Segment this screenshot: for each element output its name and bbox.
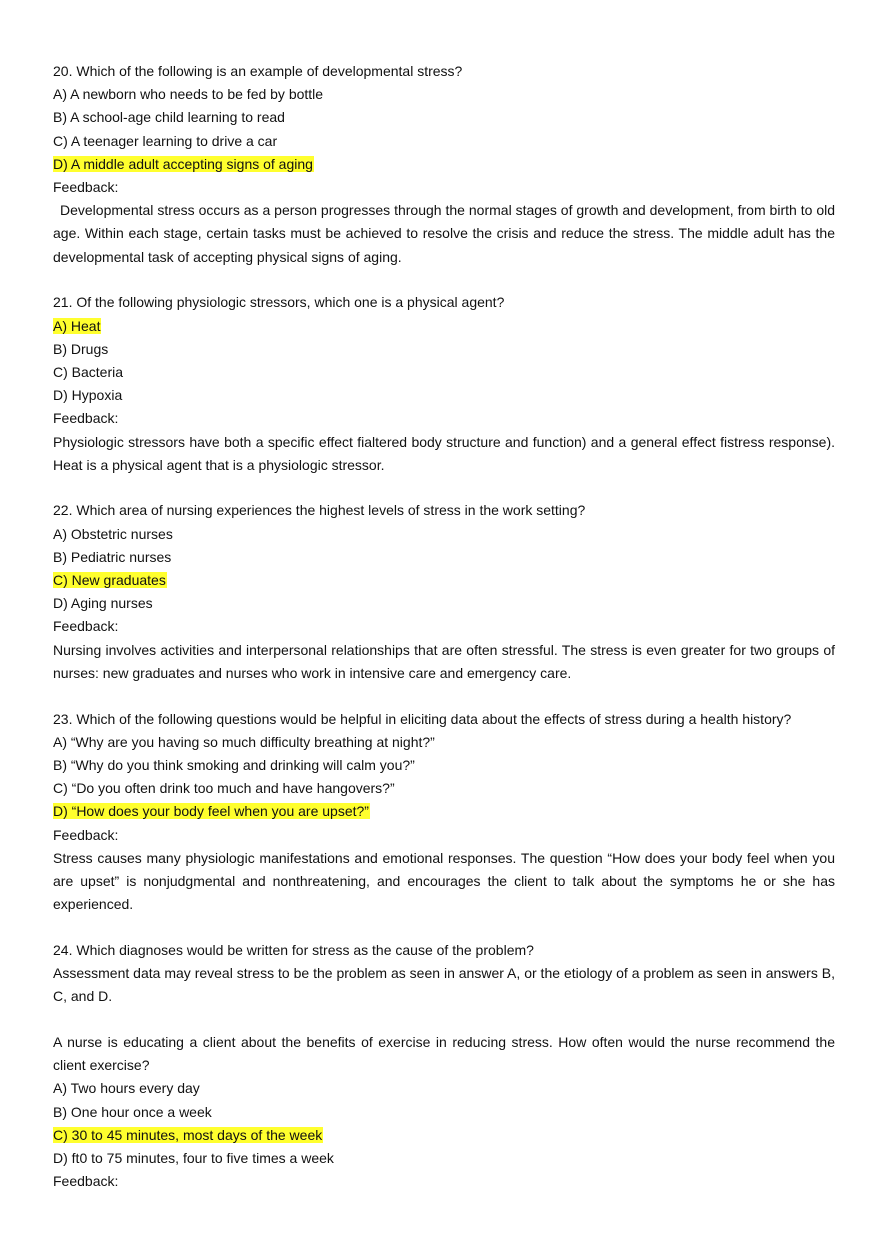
option-c: C) “Do you often drink too much and have hangovers?” (53, 780, 395, 797)
document-page (53, 60, 835, 1193)
option-b: B) A school-age child learning to read (53, 109, 285, 126)
option-c-correct-highlight: C) 30 to 45 minutes, most days of the week (53, 1126, 323, 1143)
feedback-text: Developmental stress occurs as a person progresses through the normal stages of growth and development, from birth to old age. Within each stage, certain tasks must be achieved to resolve the crisis and reduce the stress. The middle adult has the developmental task of accepting physical signs of aging. (53, 202, 835, 265)
option-b: B) One hour once a week (53, 1103, 212, 1120)
question-exercise-block (53, 1031, 835, 1193)
option-a: A) A newborn who needs to be fed by bottle (53, 86, 324, 103)
option-c: C) A teenager learning to drive a car (53, 132, 278, 149)
feedback-text: Nursing involves activities and interpersonal relationships that are often stressful. The stress is even greater for two groups of nurses: new graduates and nurses who work in intensive care and emergency care. (53, 641, 835, 681)
question-text: A nurse is educating a client about the benefits of exercise in reducing stress. How often would the nurse recommend the client exercise? (53, 1034, 835, 1074)
option-a: A) Two hours every day (53, 1080, 200, 1097)
option-a: A) “Why are you having so much difficulty breathing at night?” (53, 733, 435, 750)
option-d-correct-highlight: D) A middle adult accepting signs of aging (53, 155, 313, 172)
question-24-block (53, 939, 835, 1009)
option-d: D) Aging nurses (53, 595, 153, 612)
option-d: D) Hypoxia (53, 387, 123, 404)
feedback-label: Feedback: (53, 826, 119, 843)
feedback-label: Feedback: (53, 1173, 119, 1190)
question-text: 22. Which area of nursing experiences the highest levels of stress in the work setting? (53, 502, 586, 519)
feedback-label: Feedback: (53, 618, 119, 635)
question-text: 20. Which of the following is an example of developmental stress? (53, 63, 463, 79)
option-b: B) Pediatric nurses (53, 548, 172, 565)
question-text: 24. Which diagnoses would be written for stress as the cause of the problem? (53, 941, 534, 958)
option-d: D) ft0 to 75 minutes, four to five times a week (53, 1150, 334, 1167)
question-23-block (53, 708, 835, 917)
option-b: B) Drugs (53, 340, 109, 357)
question-21-block (53, 291, 835, 477)
feedback-label: Feedback: (53, 179, 119, 196)
question-text: 21. Of the following physiologic stressors, which one is a physical agent? (53, 294, 505, 311)
feedback-text: Stress causes many physiologic manifestations and emotional responses. The question “How does your body feel when you are upset” is nonjudgmental and nonthreatening, and encourages the client to talk about the symptoms he or she has experienced. (53, 849, 835, 913)
option-c-correct-highlight: C) New graduates (53, 572, 166, 589)
question-20-block (53, 60, 835, 269)
option-a: A) Obstetric nurses (53, 525, 173, 542)
option-d-correct-highlight: D) “How does your body feel when you are upset?” (53, 803, 369, 820)
option-c: C) Bacteria (53, 363, 124, 380)
feedback-text: Physiologic stressors have both a specific effect fialtered body structure and function) and a general effect fistress response). Heat is a physical agent that is a physiologic stressor. (53, 433, 835, 473)
option-b: B) “Why do you think smoking and drinking will calm you?” (53, 756, 415, 773)
question-22-block (53, 499, 835, 685)
question-text: 23. Which of the following questions would be helpful in eliciting data about the effects of stress during a health history? (53, 710, 792, 727)
feedback-label: Feedback: (53, 410, 119, 427)
feedback-text: Assessment data may reveal stress to be the problem as seen in answer A, or the etiology of a problem as seen in answers B, C, and D. (53, 965, 835, 1005)
option-a-correct-highlight: A) Heat (53, 317, 101, 334)
